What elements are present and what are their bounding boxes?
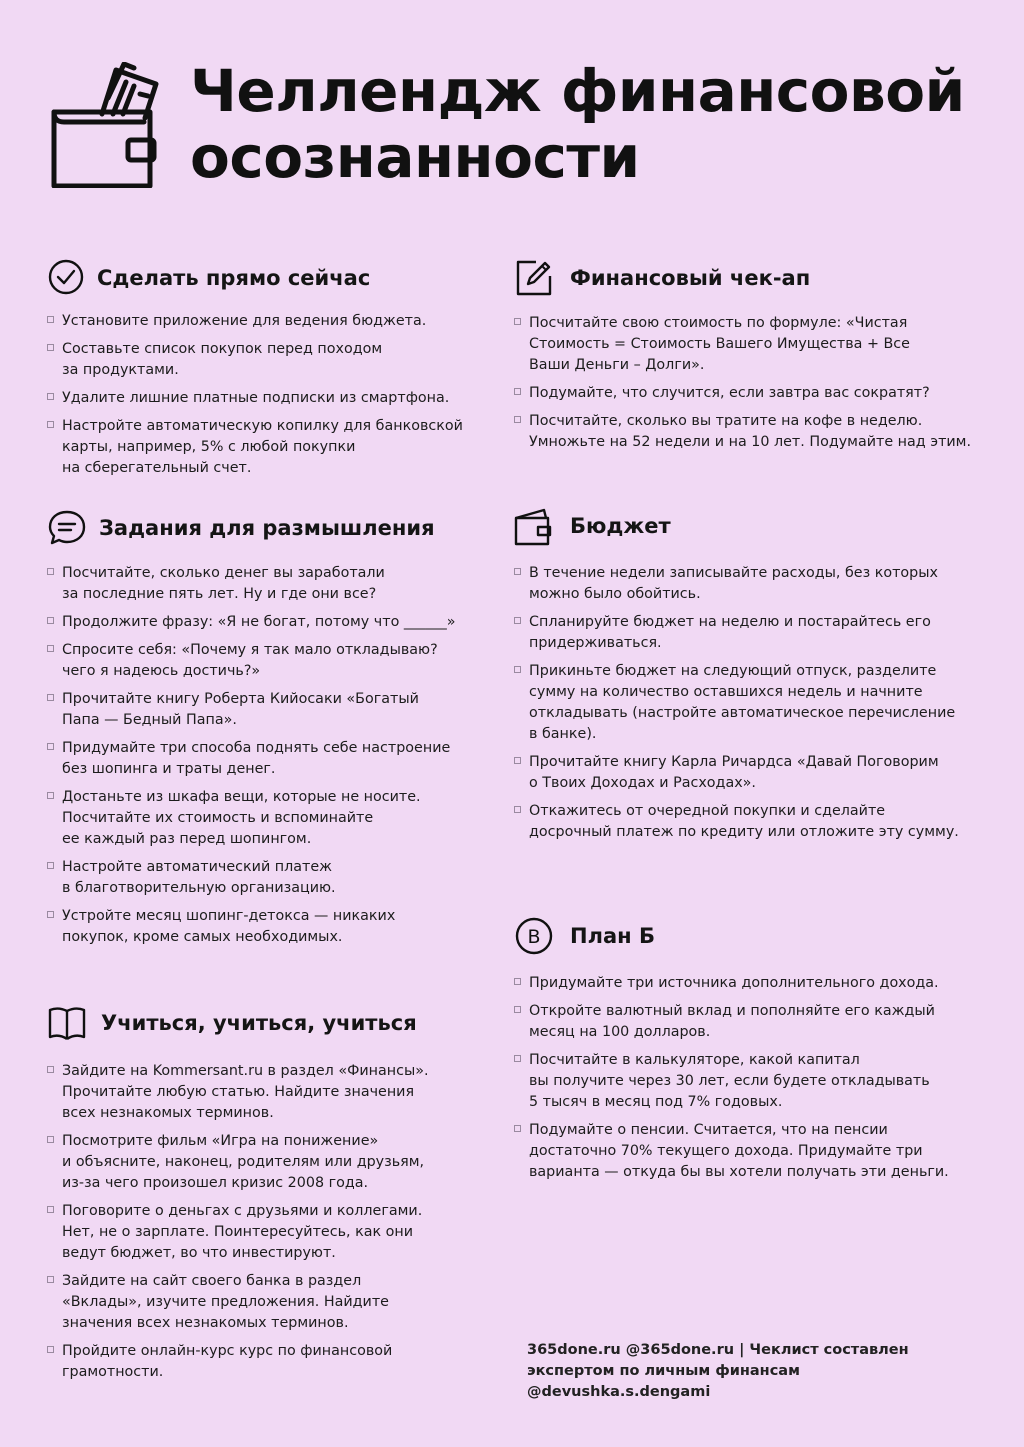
- checklist-item: Посчитайте в калькуляторе, какой капитал вы получите через 30 лет, если будете откладывать 5 тысяч в месяц под 7% годовых.: [514, 1050, 984, 1113]
- checklist: [47, 1061, 497, 1383]
- header: [50, 58, 990, 198]
- checklist-item: Спросите себя: «Почему я так мало откладываю? чего я надеюсь достичь?»: [47, 640, 497, 682]
- checklist-item: Настройте автоматический платеж в благотворительную организацию.: [47, 857, 497, 899]
- checklist: [514, 563, 984, 843]
- checklist-item: Придумайте три способа поднять себе настроение без шопинга и траты денег.: [47, 738, 497, 780]
- section-reflection: [47, 508, 497, 955]
- check-circle-icon: [47, 258, 85, 296]
- checklist-item: Подумайте, что случится, если завтра вас сократят?: [514, 383, 984, 404]
- section-header: [47, 508, 497, 548]
- section-title: Финансовый чек-ап: [570, 266, 811, 290]
- edit-pencil-icon: [514, 258, 554, 298]
- wallet-cards-icon: [50, 62, 160, 188]
- checklist-item: Поговорите о деньгах с друзьями и коллегами. Нет, не о зарплате. Поинтересуйтесь, как они ведут бюджет, во что инвестируют.: [47, 1201, 497, 1264]
- section-title: Учиться, учиться, учиться: [101, 1011, 417, 1035]
- checklist-item: Продолжите фразу: «Я не богат, потому что ______»: [47, 612, 497, 633]
- section-header: [514, 506, 984, 546]
- section-title: Бюджет: [570, 514, 671, 538]
- checklist-item: Пройдите онлайн-курс курс по финансовой грамотности.: [47, 1341, 497, 1383]
- checklist-item: Откажитесь от очередной покупки и сделайте досрочный платеж по кредиту или отложите эту сумму.: [514, 801, 984, 843]
- section-budget: [514, 506, 984, 850]
- section-header: [514, 258, 984, 298]
- checklist-item: Подумайте о пенсии. Считается, что на пенсии достаточно 70% текущего дохода. Придумайте три варианта — откуда бы вы хотели получать эти деньги.: [514, 1120, 984, 1183]
- section-plan-b: [514, 916, 984, 1190]
- checklist-item: Настройте автоматическую копилку для банковской карты, например, 5% с любой покупки на сберегательный счет.: [47, 416, 487, 479]
- section-checkup: [514, 258, 984, 460]
- wallet-icon: [514, 506, 552, 546]
- checklist-item: Удалите лишние платные подписки из смартфона.: [47, 388, 487, 409]
- checklist-item: Придумайте три источника дополнительного дохода.: [514, 973, 984, 994]
- checklist-item: Посчитайте свою стоимость по формуле: «Чистая Стоимость = Стоимость Вашего Имущества + Все Ваши Деньги – Долги».: [514, 313, 984, 376]
- checklist-item: Прочитайте книгу Карла Ричардса «Давай Поговорим о Твоих Доходах и Расходах».: [514, 752, 984, 794]
- checklist: [514, 313, 984, 453]
- checklist-item: Зайдите на Kommersant.ru в раздел «Финансы». Прочитайте любую статью. Найдите значения всех незнакомых терминов.: [47, 1061, 497, 1124]
- section-header: [514, 916, 984, 956]
- page-title: Челлендж финансовой осознанности: [190, 57, 965, 191]
- checklist-item: Откройте валютный вклад и пополняйте его каждый месяц на 100 долларов.: [514, 1001, 984, 1043]
- section-do-now: [47, 258, 487, 486]
- section-title: Задания для размышления: [99, 516, 435, 540]
- checklist-item: Прочитайте книгу Роберта Кийосаки «Богатый Папа — Бедный Папа».: [47, 689, 497, 731]
- checklist: [47, 311, 487, 479]
- checklist-item: Прикиньте бюджет на следующий отпуск, разделите сумму на количество оставшихся недель и начните откладывать (настройте автоматическое перечисление в банке).: [514, 661, 984, 745]
- checklist-item: Устройте месяц шопинг-детокса — никаких покупок, кроме самых необходимых.: [47, 906, 497, 948]
- section-title: План Б: [570, 924, 655, 948]
- checklist-item: Достаньте из шкафа вещи, которые не носите. Посчитайте их стоимость и вспоминайте ее каждый раз перед шопингом.: [47, 787, 497, 850]
- section-learn: [47, 1003, 497, 1390]
- checklist-item: Посчитайте, сколько денег вы заработали за последние пять лет. Ну и где они все?: [47, 563, 497, 605]
- checklist-item: Посмотрите фильм «Игра на понижение» и объясните, наконец, родителям или друзьям, из-за чего произошел кризис 2008 года.: [47, 1131, 497, 1194]
- checklist: [514, 973, 984, 1183]
- checklist: [47, 563, 497, 948]
- section-title: Сделать прямо сейчас: [97, 266, 371, 290]
- checklist-item: В течение недели записывайте расходы, без которых можно было обойтись.: [514, 563, 984, 605]
- speech-bubble-icon: [47, 508, 87, 548]
- svg-text:B: B: [527, 926, 541, 948]
- section-header: [47, 1003, 497, 1043]
- open-book-icon: [47, 1003, 87, 1043]
- checklist-item: Составьте список покупок перед походом за продуктами.: [47, 339, 487, 381]
- section-header: [47, 258, 487, 298]
- checklist-item: Спланируйте бюджет на неделю и постарайтесь его придерживаться.: [514, 612, 984, 654]
- footer-credits: 365done.ru @365done.ru | Чеклист составлен экспертом по личным финансам @devushka.s.dengami: [527, 1342, 909, 1400]
- checklist-item: Посчитайте, сколько вы тратите на кофе в неделю. Умножьте на 52 недели и на 10 лет. Подумайте над этим.: [514, 411, 984, 453]
- checklist-item: Установите приложение для ведения бюджета.: [47, 311, 487, 332]
- letter-b-circle-icon: [514, 916, 554, 956]
- checklist-item: Зайдите на сайт своего банка в раздел «Вклады», изучите предложения. Найдите значения всех незнакомых терминов.: [47, 1271, 497, 1334]
